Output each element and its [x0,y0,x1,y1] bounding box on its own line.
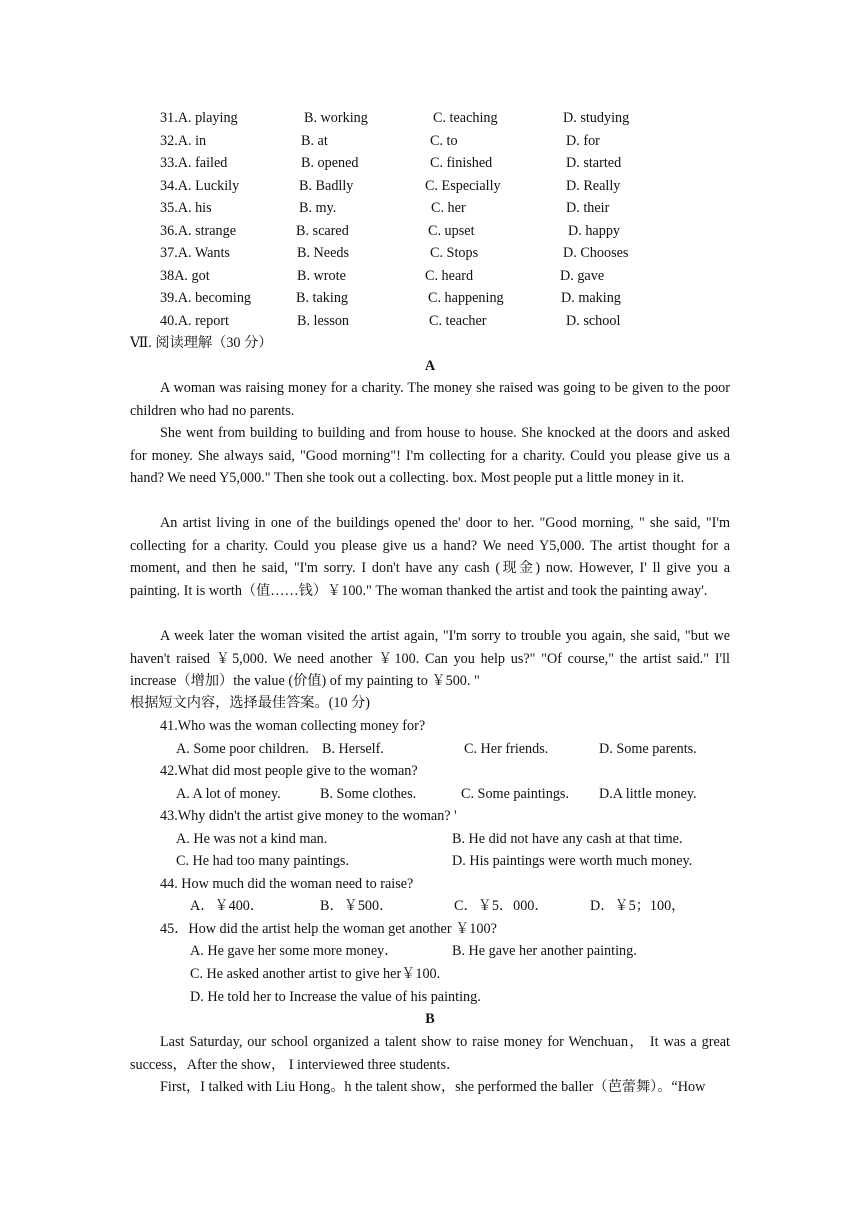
option-a: A. He gave her some more money． [190,943,399,959]
section-heading: Ⅶ. 阅读理解（30 分） [130,335,273,351]
option-b: B. Needs [297,245,350,261]
passage-a-label: A [424,358,436,374]
question-stem: 44. How much did the woman need to raise? [160,876,414,892]
option-a: 38A. got [160,268,210,284]
passage-a-paragraph [130,625,730,693]
option-a: 36.A. strange [160,223,237,239]
passage-a-paragraph [130,377,730,422]
option-b: B. Badlly [299,178,354,194]
option-a: 32.A. in [160,133,207,149]
question-instruction: 根据短文内容，选择最佳答案。(10 分) [130,695,370,711]
option-d: D. making [561,290,621,306]
option-d: D. Really [566,178,621,194]
option-c: C. her [431,200,466,216]
option-a: 35.A. his [160,200,212,216]
passage-b-paragraph [130,1031,730,1076]
passage-a-paragraph [130,422,730,490]
passage-a-paragraph [130,512,730,602]
option-b: B. scared [296,223,349,239]
option-b: B. at [301,133,328,149]
option-c: C．￥5．000． [454,898,549,914]
option-b: B. my. [299,200,337,216]
option-a: 37.A. Wants [160,245,230,261]
option-b: B. opened [301,155,359,171]
option-c: C. Her friends. [464,741,549,757]
option-b: B. lesson [297,313,350,329]
option-d: D. He told her to Increase the value of his painting. [190,989,481,1005]
option-d: D.A little money. [599,786,697,802]
paragraph-text: Last Saturday, our school organized a talent show to raise money for Wenchuan， It was a great success，After the show， I interviewed three students． [130,1034,730,1073]
option-d: D. school [566,313,621,329]
option-a: A. A lot of money. [176,786,281,802]
option-a: 39.A. becoming [160,290,252,306]
option-b: B. working [304,110,368,126]
option-d: D. their [566,200,610,216]
option-c: C. teacher [429,313,487,329]
option-c: C. Stops [430,245,479,261]
option-b: B．￥500． [320,898,394,914]
option-a: 31.A. playing [160,110,238,126]
option-a: 40.A. report [160,313,229,329]
option-d: D. His paintings were worth much money. [452,853,693,869]
option-c: C. Especially [425,178,501,194]
option-a: 34.A. Luckily [160,178,240,194]
option-c: C. upset [428,223,475,239]
option-b: B. wrote [297,268,346,284]
option-c: C. happening [428,290,504,306]
option-b: B. Some clothes. [320,786,417,802]
option-c: C. finished [430,155,493,171]
option-a: 33.A. failed [160,155,228,171]
option-a: A．￥400． [190,898,265,914]
option-d: D. gave [560,268,605,284]
option-d: D. started [566,155,622,171]
passage-b-label: B [425,1011,435,1027]
option-c: C. teaching [433,110,498,126]
option-c: C. He had too many paintings. [176,853,349,869]
option-a: A. Some poor children. [176,741,309,757]
option-d: D. happy [568,223,621,239]
option-c: C. He asked another artist to give her￥100. [190,966,441,982]
option-a: A. He was not a kind man. [176,831,328,847]
paragraph-text: She went from building to building and from house to house. She knocked at the doors and asked for money. She always said, "Good morning"! I'm collecting for a charity. Could you please give us a hand? We need Y5,000." Then she took out a collecting. box. Most people put a little money in it. [130,425,730,487]
option-d: D. Chooses [563,245,629,261]
option-d: D. Some parents. [599,741,697,757]
option-d: D. for [566,133,600,149]
option-b: B. He gave her another painting. [452,943,637,959]
option-c: C. to [430,133,458,149]
paragraph-text: A week later the woman visited the artist again, "I'm sorry to trouble you again, she said, "but we haven't raised ￥5,000. We need another ￥100. Can you help us?" "Of course," the artist said." I'll increase（增加）the value (价值) of my painting to ￥500. " [130,628,730,690]
question-stem: 45．How did the artist help the woman get another ￥100? [160,921,497,937]
paragraph-text: An artist living in one of the buildings opened the' door to her. "Good morning, " she said, "I'm collecting for a charity. Could you please give us a hand? We need Y5,000. The artist thought for a moment, and then he said, "I'm sorry. I don't have any cash (现金) now. However, I' ll give you a painting. It is worth（值……钱）￥100." The woman thanked the artist and took the painting away'. [130,515,730,599]
paragraph-text: A woman was raising money for a charity. The money she raised was going to be given to the poor children who had no parents. [130,380,730,419]
option-c: C. heard [425,268,474,284]
option-b: B. Herself. [322,741,384,757]
question-stem: 42.What did most people give to the woman? [160,763,418,779]
question-stem: 41.Who was the woman collecting money for? [160,718,426,734]
passage-b-paragraph [130,1076,730,1099]
option-b: B. He did not have any cash at that time. [452,831,683,847]
option-d: D. studying [563,110,630,126]
option-b: B. taking [296,290,349,306]
option-d: D．￥5；100， [590,898,686,914]
option-c: C. Some paintings. [461,786,569,802]
paragraph-text: First，I talked with Liu Hong。h the talent show，she performed the baller（芭蕾舞）。“How [160,1079,706,1095]
question-stem: 43.Why didn't the artist give money to the woman? ' [160,808,457,824]
